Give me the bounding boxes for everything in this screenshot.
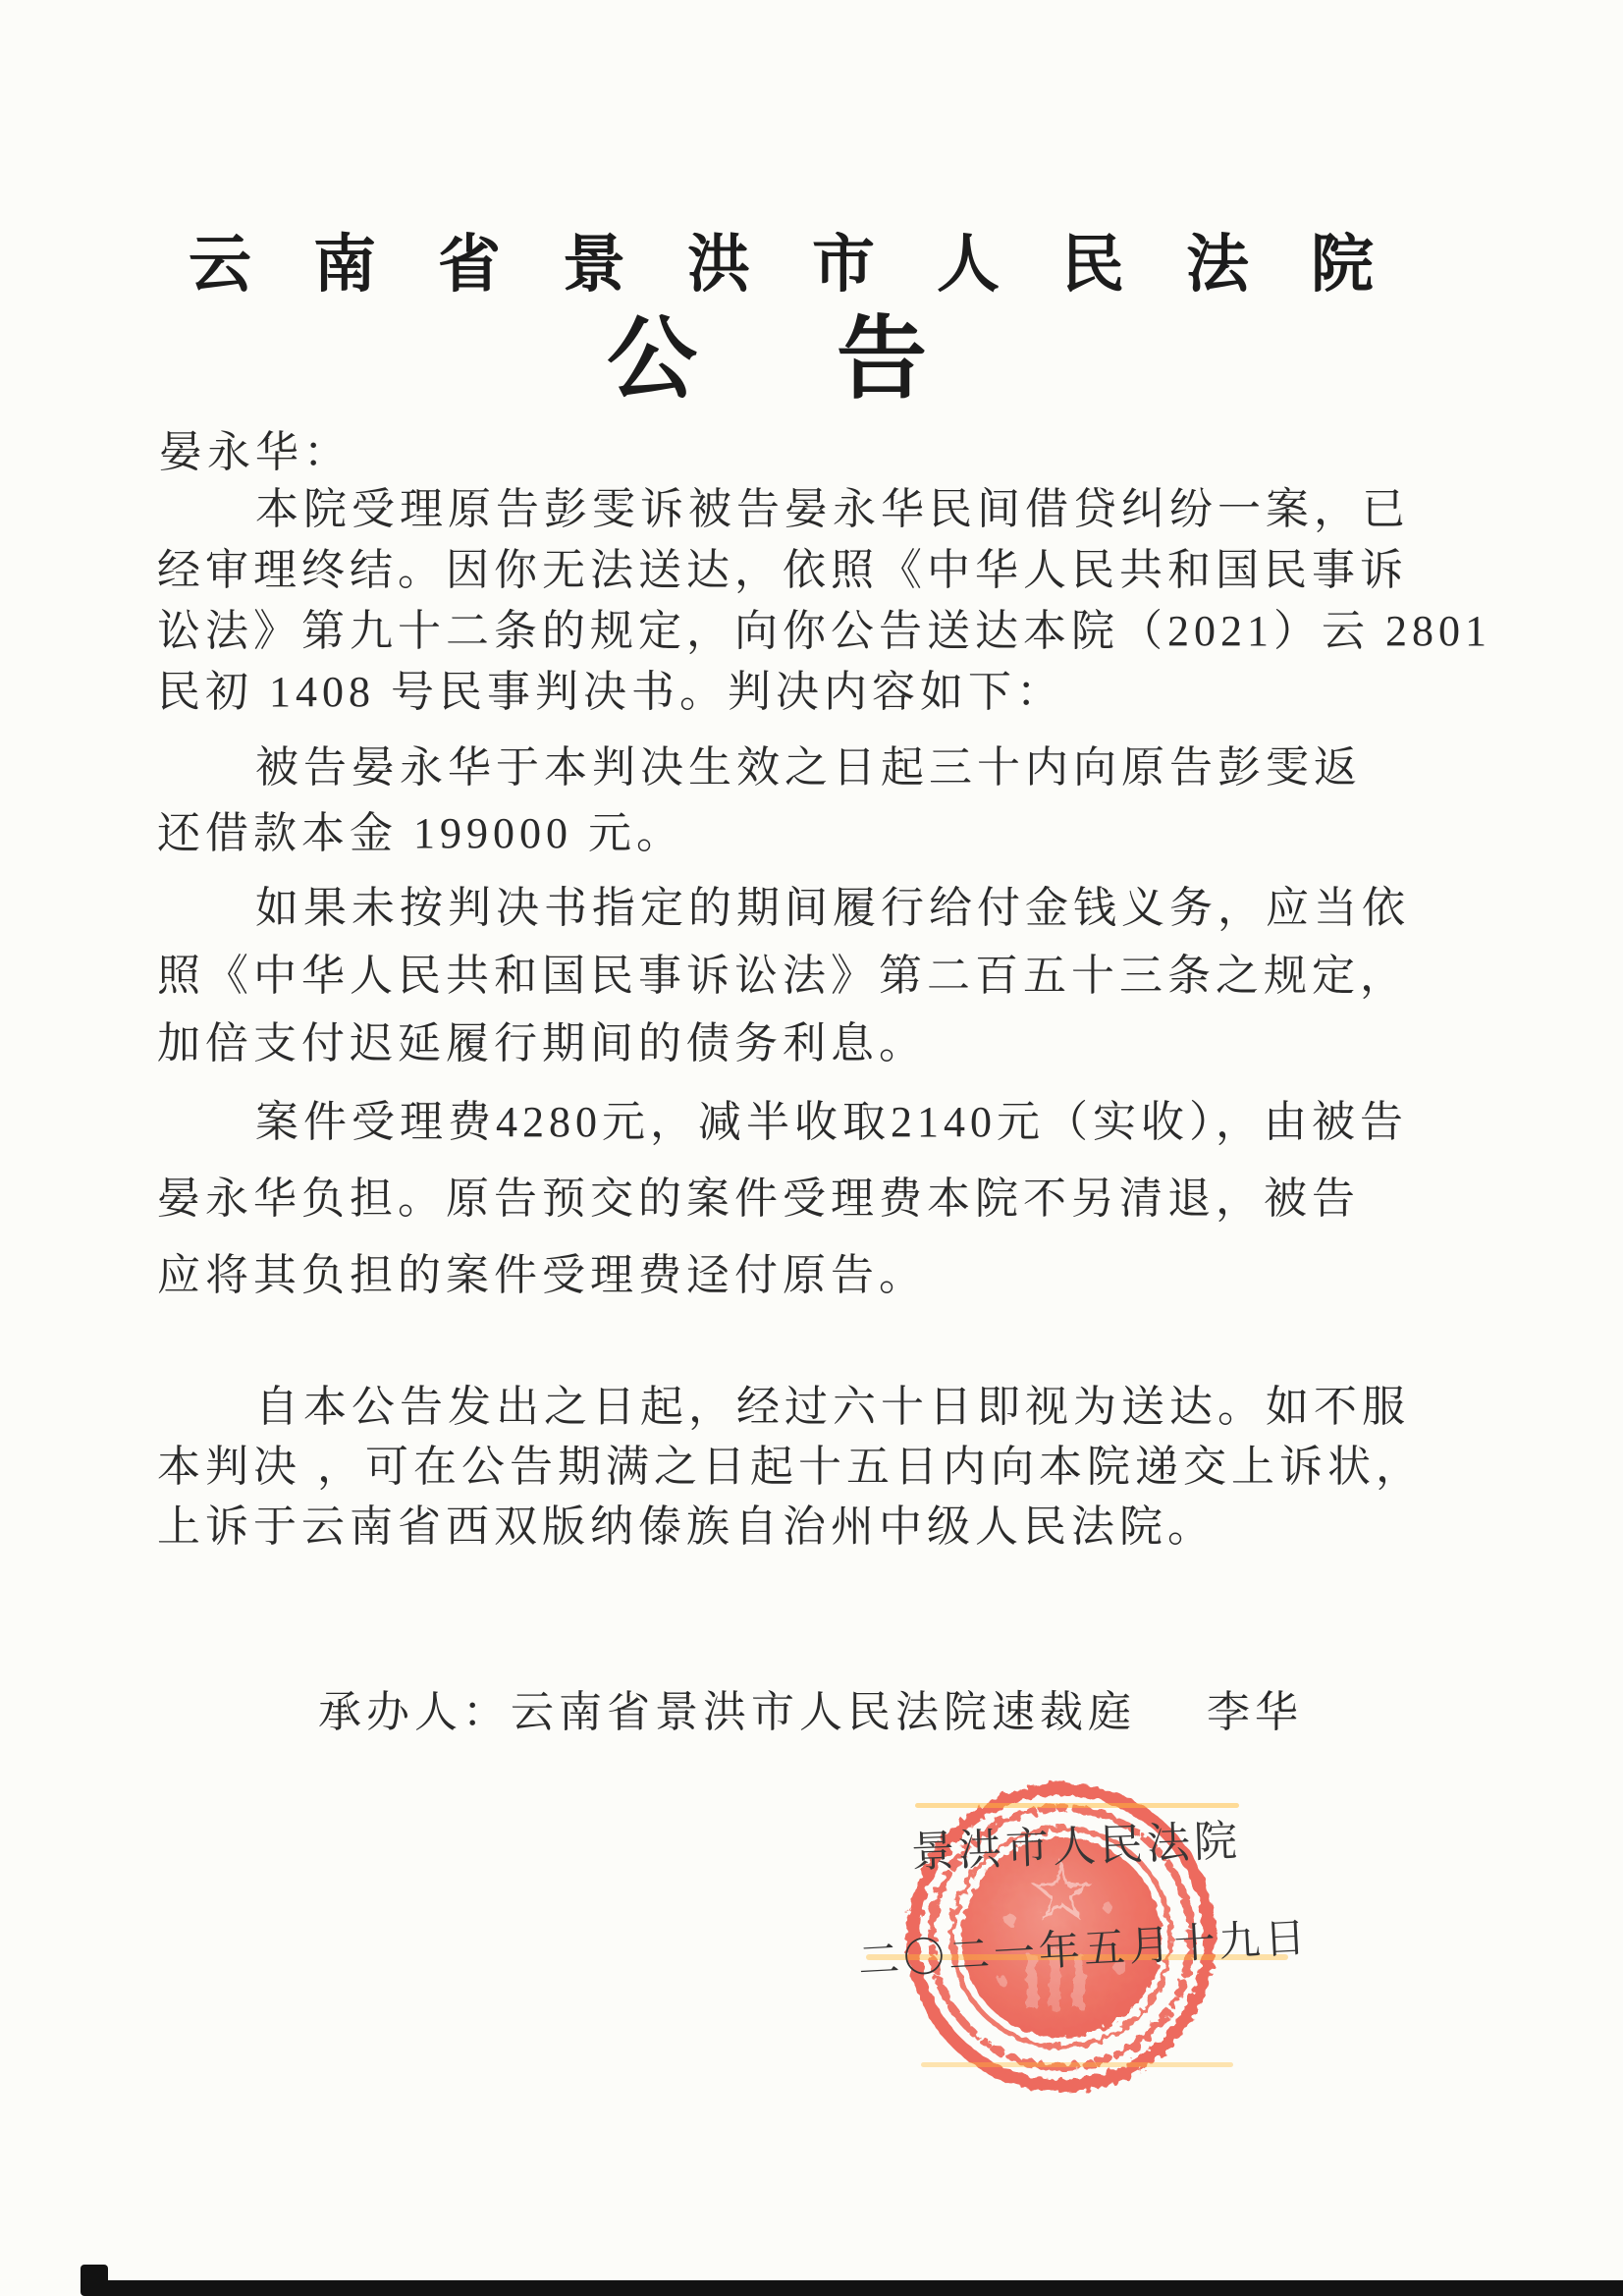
paragraph-appeal-rights (157, 1377, 1424, 1557)
notice-line: 本判决 ，可在公告期满之日起十五日内向本院递交上诉状， (157, 1443, 1424, 1491)
paragraph-judgment (157, 735, 1362, 866)
notice-line: 加倍支付迟延履行期间的债务利息。 (157, 1019, 927, 1067)
handler-label: 承办人： (318, 1688, 511, 1736)
notice-line: 如果未按判决书指定的期间履行给付金钱义务，应当依 (255, 884, 1410, 932)
addressee: 晏永华： (159, 428, 352, 476)
seal-date: 二〇二一年五月十九日 (857, 1915, 1311, 1985)
notice-line: 自本公告发出之日起，经过六十日即视为送达。如不服 (255, 1383, 1410, 1431)
notice-line: 经审理终结。因你无法送达，依照《中华人民共和国民事诉 (157, 546, 1408, 594)
scan-artifact-mark (81, 2265, 108, 2296)
handler-office: 云南省景洪市人民法院速裁庭 (511, 1688, 1136, 1736)
paragraph-court-fee (157, 1084, 1408, 1314)
notice-line: 被告晏永华于本判决生效之日起三十内向原告彭雯返 (255, 743, 1362, 792)
scan-streak (921, 2062, 1233, 2067)
paragraph-interest-clause (157, 874, 1410, 1077)
notice-line: 民初 1408 号民事判决书。判决内容如下： (157, 668, 1064, 716)
court-title: 云南省景洪市人民法院 (189, 229, 1435, 300)
handler-line (255, 1626, 1303, 1789)
notice-line: 应将其负担的案件受理费迳付原告。 (157, 1251, 927, 1299)
scan-artifact-bar (84, 2280, 1623, 2296)
notice-line: 上诉于云南省西双版纳傣族自治州中级人民法院。 (157, 1503, 1216, 1551)
paragraph-case-summary (157, 479, 1491, 723)
notice-line: 本院受理原告彭雯诉被告晏永华民间借贷纠纷一案，已 (255, 485, 1410, 533)
handler-name: 李华 (1207, 1688, 1303, 1736)
notice-title: 公告 (607, 309, 1067, 410)
notice-line: 晏永华负担。原告预交的案件受理费本院不另清退，被告 (157, 1175, 1360, 1223)
notice-line: 还借款本金 199000 元。 (157, 809, 684, 857)
notice-line: 案件受理费4280元，减半收取2140元（实收），由被告 (255, 1098, 1408, 1146)
seal-court-name: 景洪市人民法院 (910, 1817, 1242, 1877)
notice-line: 讼法》第九十二条的规定，向你公告送达本院（2021）云 2801 (157, 607, 1491, 655)
notice-line: 照《中华人民共和国民事诉讼法》第二百五十三条之规定， (157, 952, 1408, 1000)
